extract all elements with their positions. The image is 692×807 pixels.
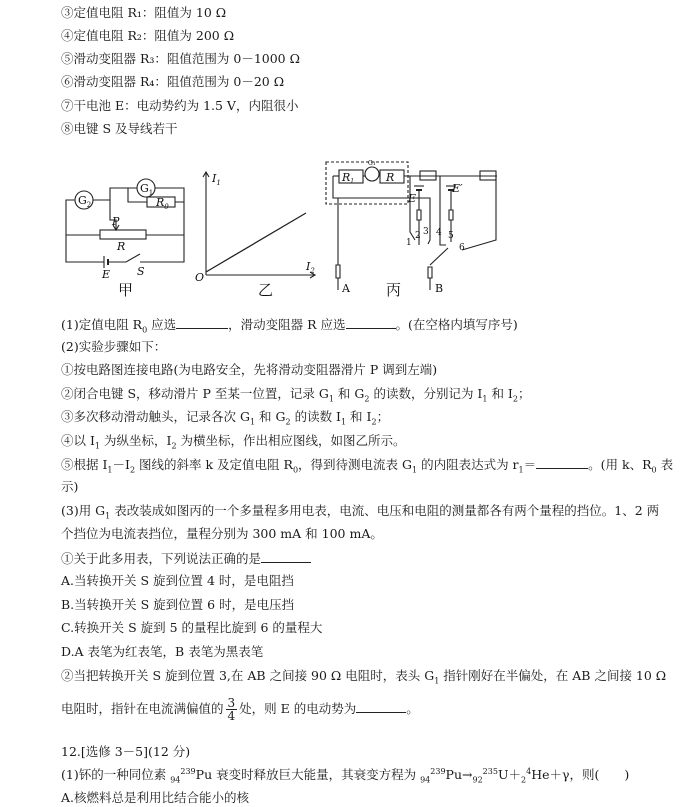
- svg-text:I2: $I_2$: [306, 260, 315, 275]
- svg-text:3: 3: [423, 227, 429, 237]
- step-3: ③多次移动滑动触头，记录各次 $G_1$ 和 $G_2$ 的读数 $I_1$ 和 $I_2$；: [61, 409, 390, 427]
- option-d: D.A 表笔为红表笔，B 表笔为黑表笔: [61, 644, 264, 659]
- item-switch: ⑧电键 S 及导线若干: [61, 121, 178, 136]
- question-2-title: (2)实验步骤如下：: [61, 339, 167, 354]
- circuit-figures: [0, 150, 692, 310]
- graph-line: [206, 213, 306, 272]
- figure-bing: [326, 160, 497, 299]
- option-c: C.转换开关 S 旋到 5 的量程比旋到 6 的量程大: [61, 620, 323, 635]
- caption-yi: 乙: [258, 281, 274, 299]
- step-4: ④以 $I_1$ 为纵坐标，$I_2$ 为横坐标，作出相应图线，如图乙所示。: [61, 433, 406, 451]
- svg-text:G1: G1: [368, 160, 376, 167]
- answer-blank-rheostat[interactable]: [346, 316, 396, 329]
- svg-text:G2: $G_2$: [78, 194, 92, 209]
- item-r4: ⑥滑动变阻器 R₄：阻值范围为 0－20 Ω: [61, 74, 285, 89]
- probe-b-label: B: [435, 282, 444, 295]
- caption-jia: 甲: [118, 281, 134, 299]
- svg-text:R: R: [386, 171, 395, 184]
- figure-jia: [66, 179, 184, 299]
- subquestion-2: ②当把转换开关 S 旋到位置 3,在 AB 之间接 90 Ω 电阻时，表头 $G_1$ 指针刚好在半偏处，在 AB 之间接 10 Ω: [61, 668, 667, 686]
- fraction-three-quarters: $\frac{3}{4}$: [227, 696, 236, 723]
- svg-text:R1: R1: [342, 171, 355, 185]
- item-r3: ⑤滑动变阻器 R₃：阻值范围为 0－1000 Ω: [61, 51, 300, 66]
- step-5-cont: 示): [61, 479, 79, 494]
- item-battery: ⑦干电池 E：电动势约为 1.5 V，内阻很小: [61, 98, 299, 113]
- svg-text:S: S: [137, 265, 145, 278]
- svg-text:R0: $R_0$: [156, 196, 169, 211]
- question-12-part-1: (1)钚的一种同位素 $_{94}^{239}$Pu 衰变时释放巨大能量，其衰变方程为 $_{94}^{239}Pu\to_{92}^{235}U+_2^4He+\gamma$，则( ): [61, 766, 630, 785]
- svg-text:I1: $I_1$: [212, 172, 221, 187]
- item-r2: ④定值电阻 R₂：阻值为 200 Ω: [61, 28, 235, 43]
- question-1: (1)定值电阻 $R_0$ 应选 ，滑动变阻器 R 应选 。(在空格内填写序号): [61, 317, 518, 335]
- subquestion-1: ①关于此多用表，下列说法正确的是: [61, 550, 311, 567]
- rotary-switch: [430, 248, 448, 265]
- svg-text:E: E: [408, 192, 417, 205]
- caption-bing: 丙: [386, 281, 402, 299]
- svg-text:6: 6: [459, 243, 465, 253]
- step-5: ⑤根据 $I_1-I_2$ 图线的斜率 k 及定值电阻 $R_0$，得到待测电流表 $G_1$ 的内阻表达式为 $r_1=$ 。(用 k、$R_0$ 表: [61, 457, 674, 475]
- step-2: ②闭合电键 S，移动滑片 P 至某一位置，记录 $G_1$ 和 $G_2$ 的读数，分别记为 $I_1$ 和 $I_2$；: [61, 386, 531, 404]
- answer-blank-emf[interactable]: [356, 700, 406, 713]
- svg-text:5: 5: [448, 231, 454, 241]
- question-12-option-a: A.核燃料总是利用比结合能小的核: [61, 790, 250, 805]
- question-12-title: 12.[选修 3－5](12 分): [61, 744, 191, 759]
- svg-text:G1: $G_1$: [140, 182, 154, 197]
- answer-blank-r1[interactable]: [536, 456, 588, 469]
- option-b: B.当转换开关 S 旋到位置 6 时，是电压挡: [61, 597, 295, 612]
- svg-text:P: P: [112, 215, 120, 228]
- question-3-intro-cont: 个挡位为电流表挡位，量程分别为 300 mA 和 100 mA。: [61, 526, 383, 541]
- probe-a-label: A: [342, 282, 350, 295]
- answer-blank-r0[interactable]: [176, 316, 228, 329]
- item-r1: ③定值电阻 R₁：阻值为 10 Ω: [61, 5, 227, 20]
- question-3-intro: (3)用 $G_1$ 表改装成如图丙的一个多量程多用电表，电流、电压和电阻的测量都各有两个量程的挡位。1、2 两: [61, 503, 660, 521]
- figure-yi: [195, 172, 315, 299]
- svg-text:1: 1: [406, 238, 412, 248]
- option-a: A.当转换开关 S 旋到位置 4 时，是电阻挡: [61, 573, 294, 588]
- step-1: ①按电路图连接电路(为电路安全，先将滑动变阻器滑片 P 调到左端): [61, 362, 438, 377]
- subquestion-2-cont: 电阻时，指针在电流满偏值的 $\frac{3}{4}$ 处，则 E 的电动势为 。: [61, 696, 419, 723]
- rheostat-r: [100, 230, 146, 239]
- galvanometer-g1: [365, 167, 379, 181]
- answer-blank-choice[interactable]: [261, 550, 311, 563]
- svg-text:2: 2: [415, 231, 421, 241]
- svg-text:R: R: [117, 240, 126, 253]
- svg-text:O: O: [195, 271, 205, 284]
- svg-text:E′: E′: [452, 182, 463, 195]
- svg-text:E: E: [102, 268, 111, 281]
- svg-text:4: 4: [436, 228, 442, 238]
